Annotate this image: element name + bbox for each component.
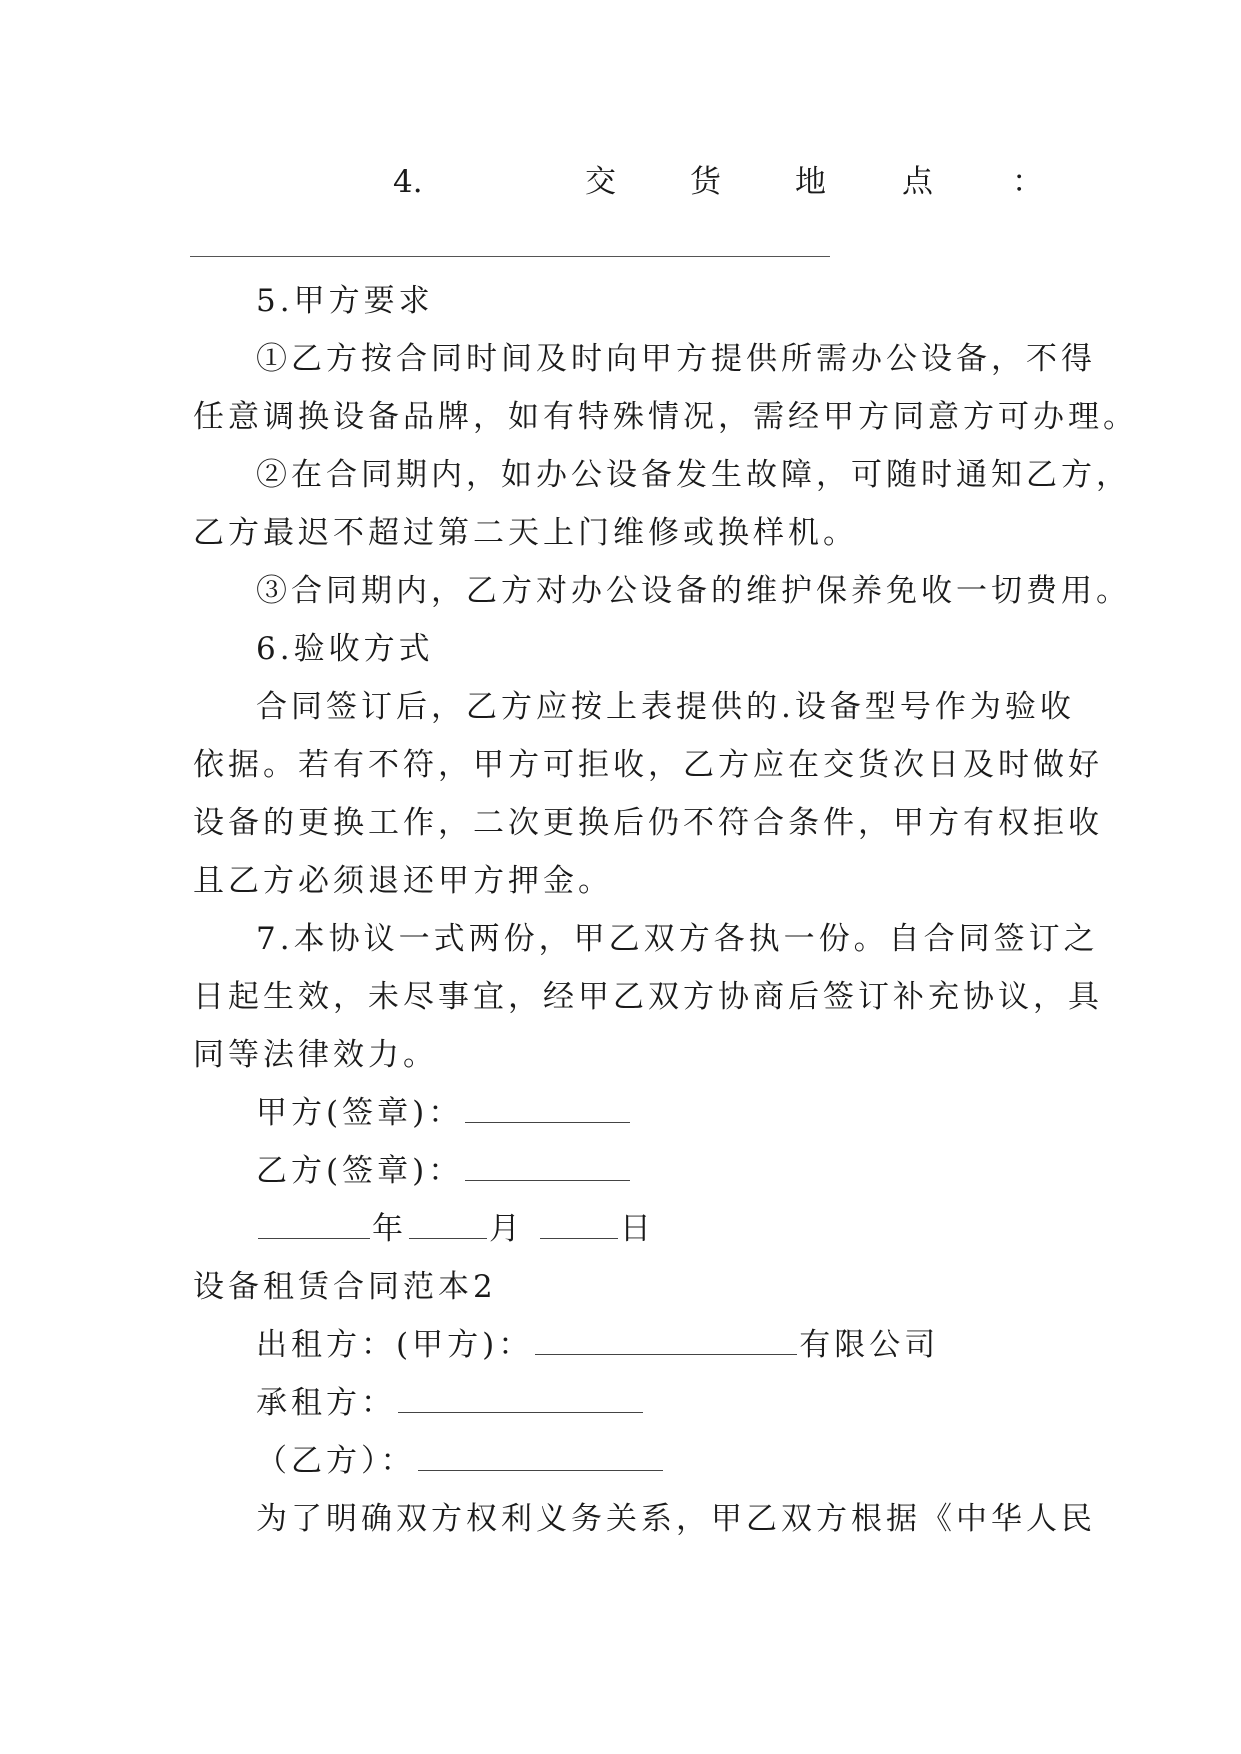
item4-colon: ： [1012, 164, 1043, 200]
party-b-signature-label: 乙方(签章)： [256, 1153, 464, 1189]
item7-line1: 7.本协议一式两份，甲乙双方各执一份。自合同签订之 [256, 921, 1099, 957]
sample2-title: 设备租赁合同范本2 [193, 1269, 497, 1305]
party-b-signature-row [256, 1142, 1116, 1200]
lessor-name-blank [535, 1354, 797, 1355]
date-row [256, 1200, 1116, 1258]
lessee-row [256, 1374, 1116, 1432]
party-b-label: （乙方）： [256, 1443, 416, 1479]
item4-char-1: 交 [585, 164, 616, 200]
month-blank [409, 1238, 487, 1239]
party-b-signature-blank [465, 1180, 630, 1181]
lessee-name-blank [398, 1412, 643, 1413]
day-label: 日 [619, 1211, 655, 1247]
item4-number: 4. [393, 164, 423, 200]
lessee-label: 承租方： [256, 1385, 396, 1421]
item5-title: 5.甲方要求 [256, 283, 434, 319]
item4-char-4: 点 [902, 164, 933, 200]
party-b-row [256, 1432, 1116, 1490]
day-blank [540, 1238, 618, 1239]
item5-req1-line1: ①乙方按合同时间及时向甲方提供所需办公设备，不得 [256, 341, 1096, 377]
item5-req1-line2: 任意调换设备品牌，如有特殊情况，需经甲方同意方可办理。 [193, 399, 1138, 435]
lessor-suffix: 有限公司 [799, 1327, 940, 1363]
item5-req3: ③合同期内，乙方对办公设备的维护保养免收一切费用。 [256, 573, 1131, 609]
item5-req2-line2: 乙方最迟不超过第二天上门维修或换样机。 [193, 515, 858, 551]
sample2-intro: 为了明确双方权利义务关系，甲乙双方根据《中华人民 [256, 1501, 1096, 1537]
party-a-signature-label: 甲方(签章)： [256, 1095, 464, 1131]
item6-title: 6.验收方式 [256, 631, 434, 667]
year-label: 年 [372, 1211, 407, 1247]
item6-line3: 设备的更换工作，二次更换后仍不符合条件，甲方有权拒收 [193, 805, 1103, 841]
party-b-name-blank [418, 1470, 663, 1471]
lessor-row [256, 1316, 1116, 1374]
item6-line4: 且乙方必须退还甲方押金。 [193, 863, 613, 899]
item7-line2: 日起生效，未尽事宜，经甲乙双方协商后签订补充协议，具 [193, 979, 1103, 1015]
item4-char-3: 地 [795, 164, 826, 200]
item6-line1: 合同签订后，乙方应按上表提供的.设备型号作为验收 [256, 689, 1075, 725]
year-blank [258, 1238, 370, 1239]
item6-line2: 依据。若有不符，甲方可拒收，乙方应在交货次日及时做好 [193, 747, 1103, 783]
item4-char-2: 货 [690, 164, 721, 200]
party-a-signature-blank [465, 1122, 630, 1123]
item4-fill-line [190, 256, 830, 257]
party-a-signature-row [256, 1084, 1116, 1142]
item5-req2-line1: ②在合同期内，如办公设备发生故障，可随时通知乙方， [256, 457, 1131, 493]
lessor-label: 出租方：(甲方)： [256, 1327, 534, 1363]
month-label: 月 [489, 1211, 524, 1247]
item7-line3: 同等法律效力。 [193, 1037, 438, 1073]
